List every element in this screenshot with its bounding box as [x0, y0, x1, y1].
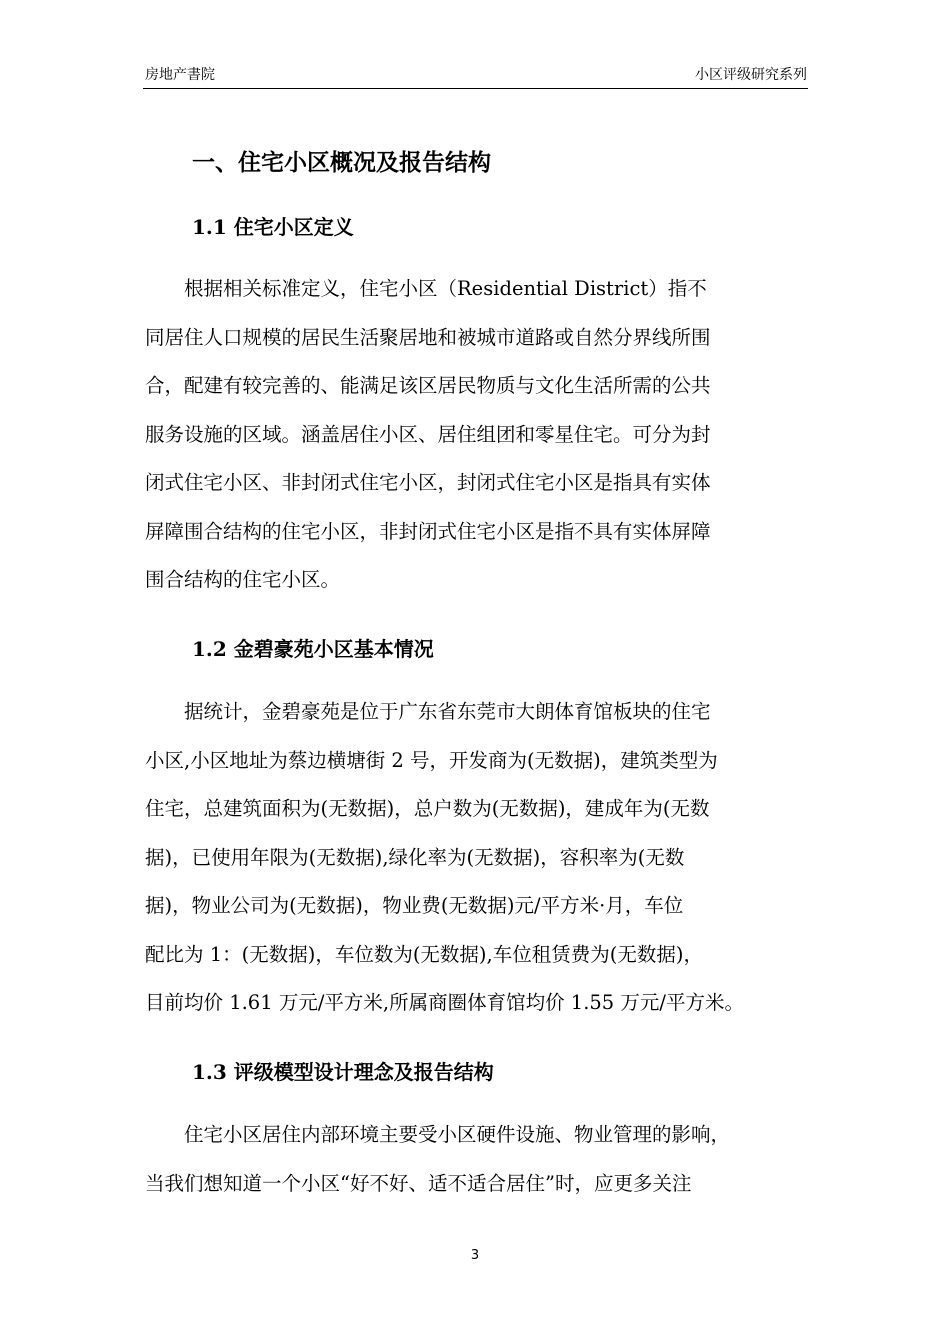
- section-heading-1-3: 1.3 评级模型设计理念及报告结构: [192, 1060, 494, 1084]
- paragraph-line: 当我们想知道一个小区“好不好、适不适合居住”时，应更多关注: [145, 1171, 692, 1195]
- section-1-2-paragraph: [145, 688, 810, 1028]
- paragraph-line: 配比为 1：(无数据)，车位数为(无数据),车位租赁费为(无数据)，: [145, 942, 703, 966]
- section-1-1-paragraph: [145, 265, 810, 605]
- section-1-3-paragraph: [145, 1111, 810, 1208]
- paragraph-line: 服务设施的区域。涵盖居住小区、居住组团和零星住宅。可分为封: [145, 422, 711, 446]
- paragraph-line: 闭式住宅小区、非封闭式住宅小区，封闭式住宅小区是指具有实体: [145, 471, 711, 494]
- page-number: 3: [470, 1248, 480, 1263]
- paragraph-line: 住宅小区居住内部环境主要受小区硬件设施、物业管理的影响，: [145, 1123, 731, 1146]
- section-heading-1-1: 1.1 住宅小区定义: [192, 215, 354, 239]
- paragraph-line: 据统计，金碧豪苑是位于广东省东莞市大朗体育馆板块的住宅: [145, 700, 711, 723]
- header-divider: [143, 88, 808, 89]
- section-heading-1-2: 1.2 金碧豪苑小区基本情况: [192, 637, 434, 661]
- paragraph-line: 屏障围合结构的住宅小区，非封闭式住宅小区是指不具有实体屏障: [145, 519, 711, 543]
- paragraph-line: 合，配建有较完善的、能满足该区居民物质与文化生活所需的公共: [145, 374, 711, 397]
- header-right-text: 小区评级研究系列: [695, 67, 807, 83]
- paragraph-line: 根据相关标准定义，住宅小区（Residential District）指不: [145, 277, 707, 300]
- header-left-text: 房地产書院: [145, 67, 215, 83]
- paragraph-line: 同居住人口规模的居民生活聚居地和被城市道路或自然分界线所围: [145, 325, 711, 349]
- paragraph-line: 小区,小区地址为蔡边横塘街 2 号，开发商为(无数据)，建筑类型为: [145, 748, 718, 772]
- paragraph-line: 围合结构的住宅小区。: [145, 568, 341, 591]
- paragraph-line: 据)，已使用年限为(无数据),绿化率为(无数据)，容积率为(无数: [145, 845, 685, 869]
- paragraph-line: 据)，物业公司为(无数据)，物业费(无数据)元/平方米·月，车位: [145, 894, 684, 917]
- paragraph-line: 目前均价 1.61 万元/平方米,所属商圈体育馆均价 1.55 万元/平方米。: [145, 991, 744, 1014]
- paragraph-line: 住宅，总建筑面积为(无数据)，总户数为(无数据)，建成年为(无数: [145, 797, 710, 820]
- chapter-heading: 一、住宅小区概况及报告结构: [192, 149, 491, 176]
